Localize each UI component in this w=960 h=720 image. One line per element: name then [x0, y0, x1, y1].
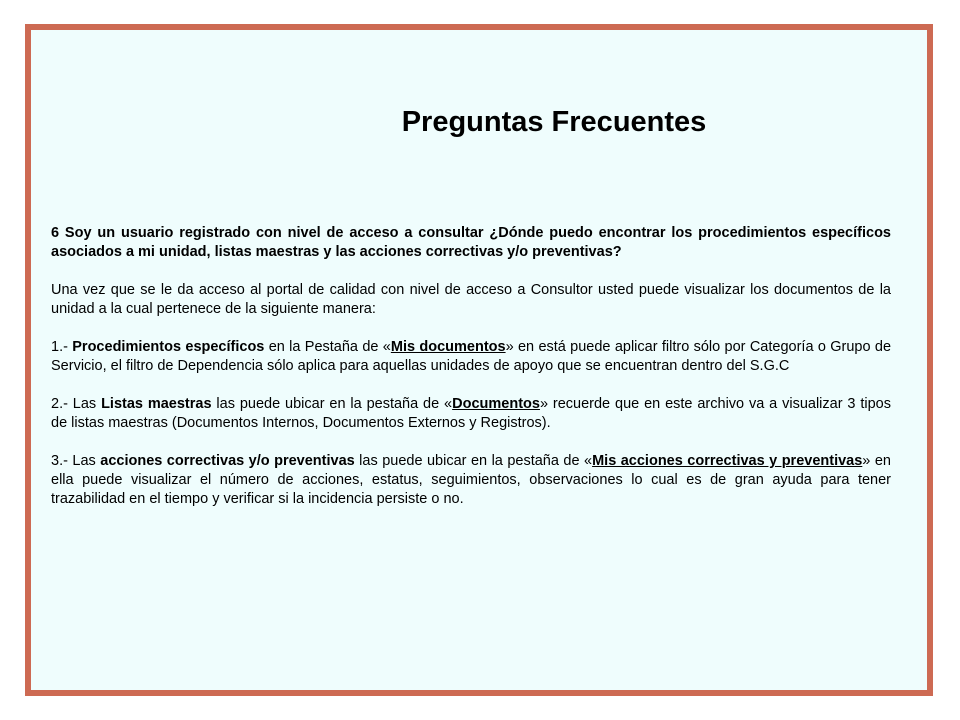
item-bold-term: acciones correctivas y/o preventivas [100, 453, 355, 469]
tab-link-documentos[interactable]: Documentos [452, 396, 540, 412]
item-bold-term: Procedimientos específicos [72, 339, 265, 355]
item-suffix: » en está puede aplicar filtro sólo por Categoría o Grupo de Servicio, el filtro de Dependencia sólo aplica para aquellas unidades de apoyo que se encuentran dentro del S.G.C [51, 339, 892, 374]
item-prefix: 3.- Las [51, 453, 101, 469]
faq-item-3 [51, 452, 891, 509]
item-mid: las puede ubicar en la pestaña de « [354, 453, 593, 469]
item-prefix: 1.- [51, 339, 73, 355]
faq-item-2 [51, 395, 891, 433]
tab-link-mis-documentos[interactable]: Mis documentos [390, 339, 506, 355]
item-suffix: » en ella puede visualizar el número de acciones, estatus, seguimientos, observaciones lo cual es de gran ayuda para tener trazabilidad en el tiempo y verificar si la incidencia persiste o no. [51, 453, 891, 507]
page-title: Preguntas Frecuentes [401, 106, 707, 138]
item-prefix: 2.- Las [51, 396, 102, 412]
item-mid: en la Pestaña de « [264, 339, 391, 355]
item-bold-term: Listas maestras [101, 396, 212, 412]
faq-item-1 [51, 338, 891, 376]
item-mid: las puede ubicar en la pestaña de « [211, 396, 453, 412]
faq-question: 6 Soy un usuario registrado con nivel de acceso a consultar ¿Dónde puedo encontrar los procedimientos específicos asociados a mi unidad, listas maestras y las acciones correctivas y/o preventivas? [51, 225, 891, 260]
faq-intro: Una vez que se le da acceso al portal de calidad con nivel de acceso a Consultor usted puede visualizar los documentos de la unidad a la cual pertenece de la siguiente manera: [51, 282, 891, 317]
item-suffix: » recuerde que en este archivo va a visualizar 3 tipos de listas maestras (Documentos Internos, Documentos Externos y Registros). [51, 396, 891, 431]
faq-content [51, 224, 891, 528]
tab-link-mis-acciones[interactable]: Mis acciones correctivas y preventivas [592, 453, 863, 469]
slide-frame [25, 24, 933, 696]
